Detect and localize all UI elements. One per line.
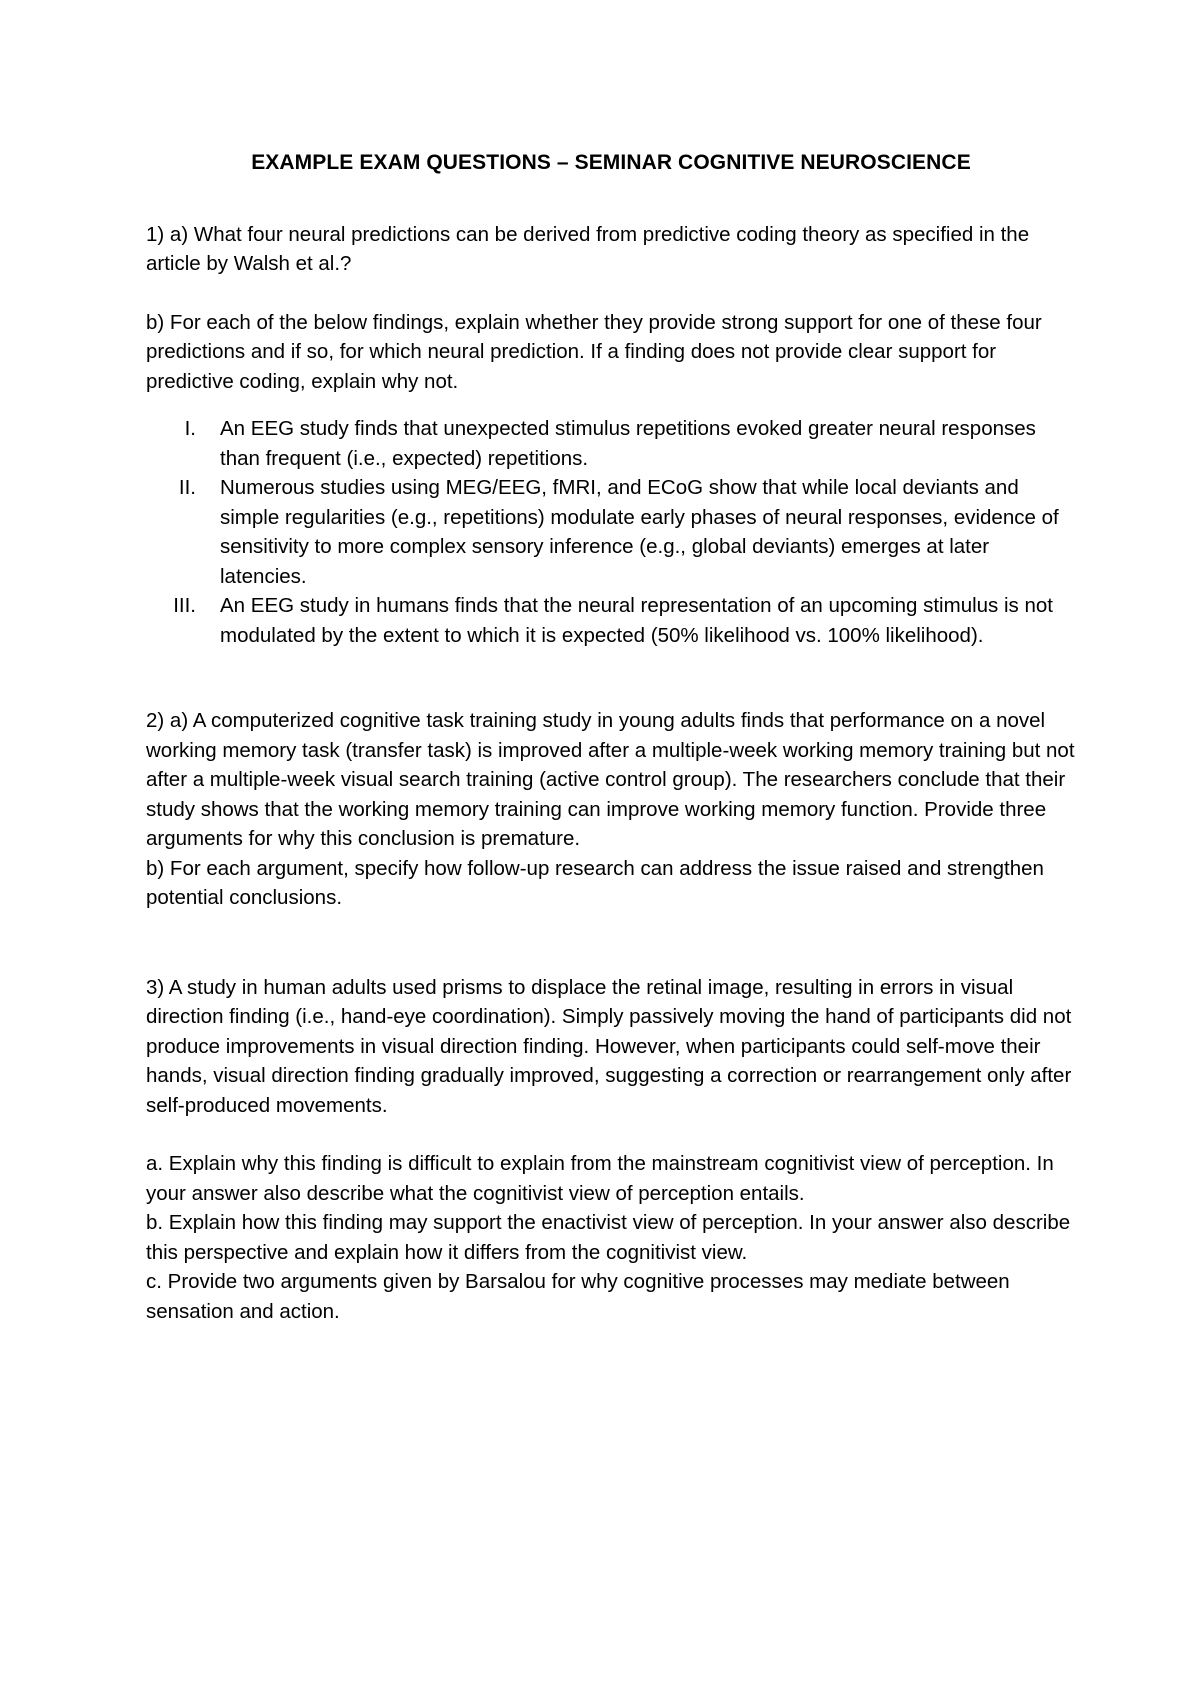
finding-text: Numerous studies using MEG/EEG, fMRI, and ECoG show that while local deviants and simple regularities (e.g., repetitions) modulate early phases of neural responses, evidence of sensitivity to more complex sensory inference (e.g., global deviants) emerges at later latencies. [220, 476, 1059, 588]
finding-number: II. [178, 476, 196, 499]
finding-text: An EEG study finds that unexpected stimulus repetitions evoked greater neural responses than frequent (i.e., expected) repetitions. [220, 417, 1036, 470]
question-1b: b) For each of the below findings, explain whether they provide strong support for one of these four predictions and if so, for which neural prediction. If a finding does not provide clear support for predictive coding, explain why not. [146, 310, 1042, 393]
finding-item [146, 473, 1076, 591]
question-3 [146, 973, 1076, 1327]
finding-item [146, 414, 1076, 473]
question-1a: 1) a) What four neural predictions can be derived from predictive coding theory as specified in the article by Walsh et al.? [146, 222, 1030, 275]
finding-number: I. [184, 417, 196, 440]
question-3a: a. Explain why this finding is difficult to explain from the mainstream cognitivist view of perception. In your answer also describe what the cognitivist view of perception entails. [146, 1152, 1054, 1205]
question-3-intro: 3) A study in human adults used prisms to displace the retinal image, resulting in errors in visual direction finding (i.e., hand-eye coordination). Simply passively moving the hand of participants did not produce improvements in visual direction finding. However, when participants could self-move their hands, visual direction finding gradually improved, suggesting a correction or rearrangement only after self-produced movements. [146, 975, 1072, 1117]
finding-text: An EEG study in humans finds that the neural representation of an upcoming stimulus is not modulated by the extent to which it is expected (50% likelihood vs. 100% likelihood). [220, 594, 1053, 647]
exam-page [146, 148, 1076, 1326]
finding-item [146, 591, 1076, 650]
question-1 [146, 220, 1076, 651]
page-title: EXAMPLE EXAM QUESTIONS – SEMINAR COGNITIVE NEUROSCIENCE [251, 151, 971, 174]
findings-list [146, 414, 1076, 650]
question-3c: c. Provide two arguments given by Barsalou for why cognitive processes may mediate between sensation and action. [146, 1270, 1010, 1323]
question-3b: b. Explain how this finding may support the enactivist view of perception. In your answer also describe this perspective and explain how it differs from the cognitivist view. [146, 1211, 1071, 1264]
finding-number: III. [173, 594, 196, 617]
question-2 [146, 706, 1076, 913]
question-2a: 2) a) A computerized cognitive task training study in young adults finds that performance on a novel working memory task (transfer task) is improved after a multiple-week working memory training but not after a multiple-week visual search training (active control group). The researchers conclude that their study shows that the working memory training can improve working memory function. Provide three arguments for why this conclusion is premature. [146, 709, 1075, 850]
question-2b: b) For each argument, specify how follow-up research can address the issue raised and strengthen potential conclusions. [146, 856, 1044, 909]
